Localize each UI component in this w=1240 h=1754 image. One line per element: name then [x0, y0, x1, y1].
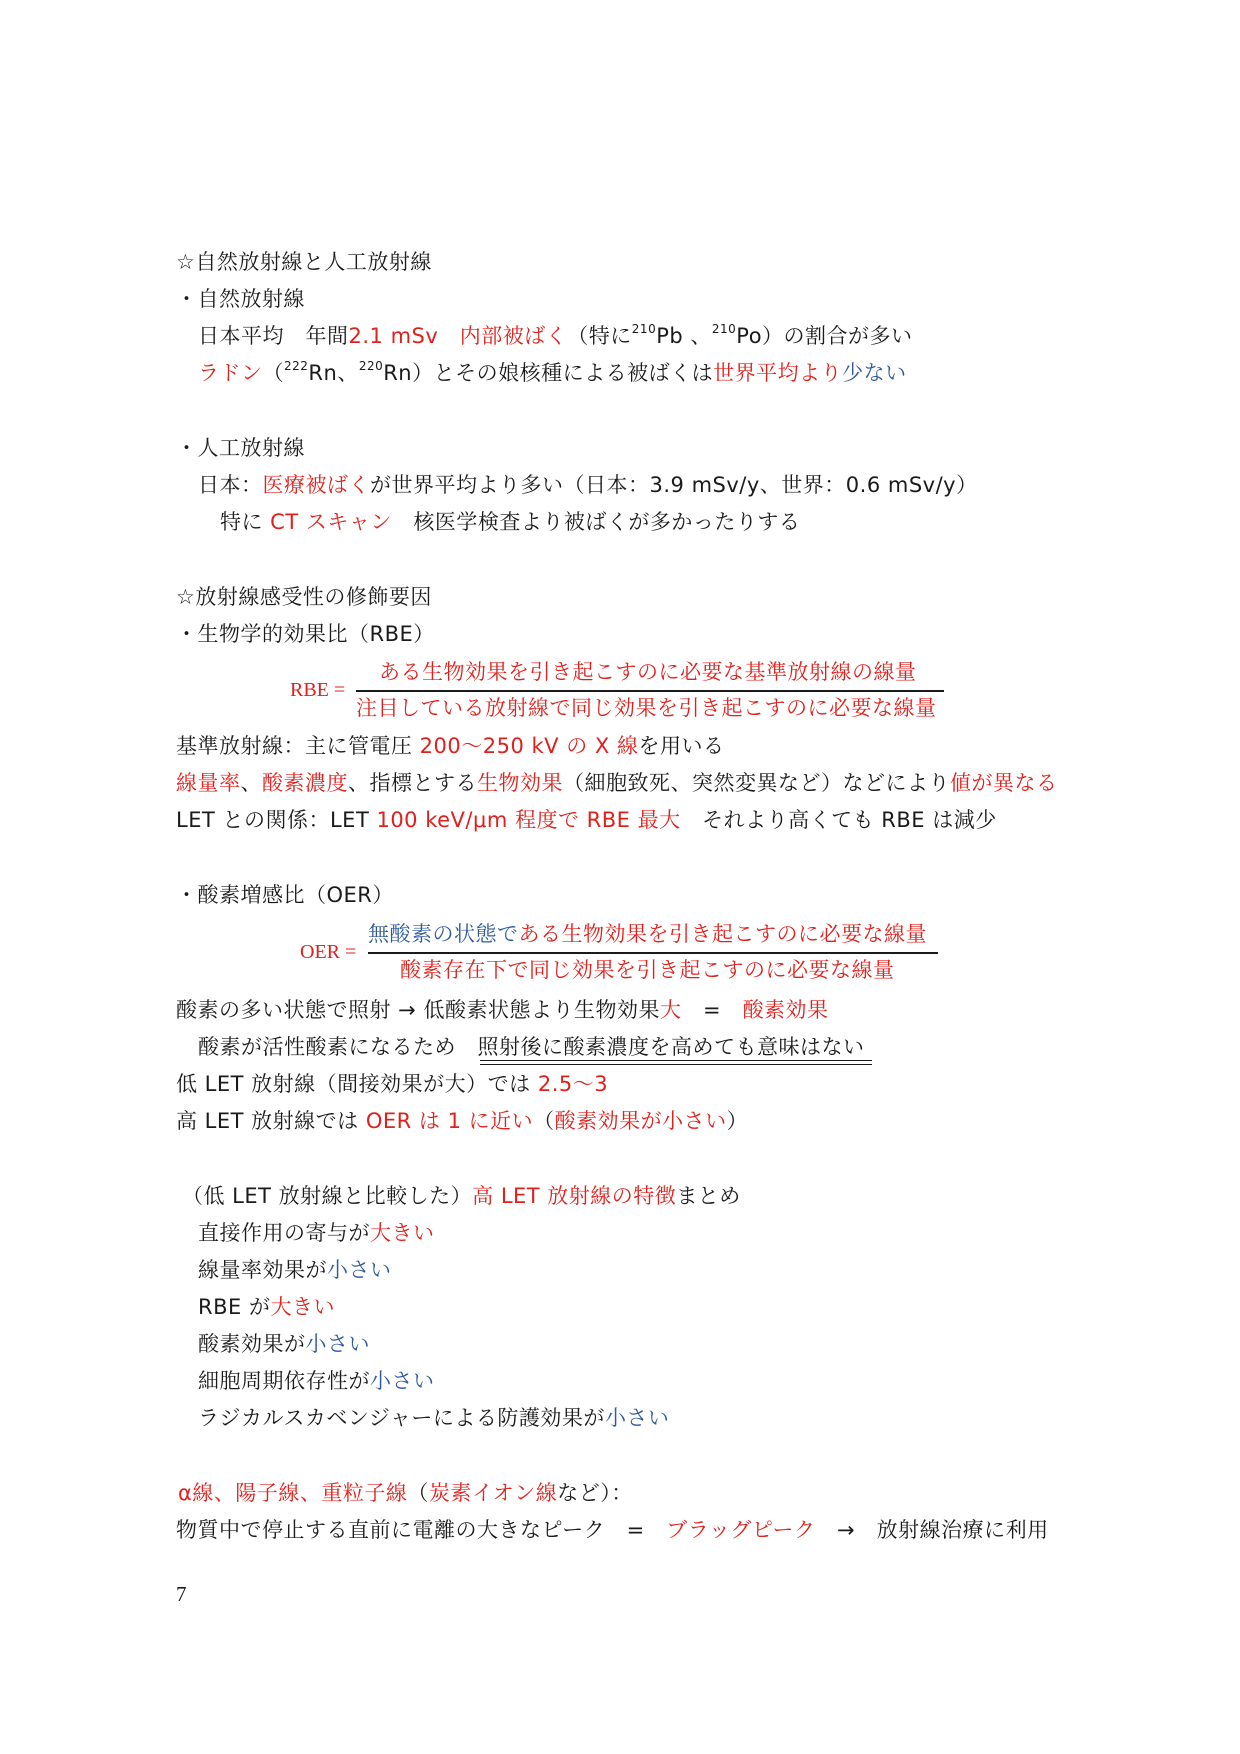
subheading-artificial: ・人工放射線 — [176, 436, 305, 460]
highlight-xray: 200〜250 kV の X 線 — [412, 734, 639, 758]
highlight-value: 小さい — [305, 1332, 370, 1356]
list-item — [198, 1367, 435, 1395]
text: Pb 、 — [656, 324, 712, 348]
list-item — [198, 1219, 435, 1247]
rbe-label: RBE = — [290, 679, 346, 701]
text: 高 LET 放射線では — [176, 1109, 366, 1133]
superscript: 210 — [711, 322, 737, 336]
highlight-range: 2.5〜3 — [537, 1072, 609, 1096]
text: Rn）とその娘核種による被ばくは — [383, 361, 714, 385]
text: 、 — [240, 771, 262, 795]
oer-label: OER = — [300, 941, 357, 963]
highlight-ct-scan: CT スキャン — [263, 510, 392, 534]
particle-line-2 — [176, 1516, 1049, 1544]
text: 日本平均 年間 — [198, 324, 349, 348]
highlight-value: 小さい — [604, 1406, 670, 1430]
highlight-value: 大きい — [370, 1221, 435, 1245]
list-item — [198, 1404, 669, 1432]
highlight-oxygen-effect: 酸素効果 — [742, 998, 829, 1022]
page-number: 7 — [176, 1582, 187, 1606]
text: 直接作用の寄与が — [198, 1221, 370, 1245]
text: → 放射線治療に利用 — [815, 1518, 1049, 1542]
highlight-value: 小さい — [370, 1369, 435, 1393]
highlight-high-let: 高 LET 放射線の特徴 — [472, 1184, 677, 1208]
text: （特に — [567, 324, 632, 348]
highlight-dose: 2.1 mSv — [348, 324, 439, 348]
highlight-rbe-max: 100 keV/μm 程度で RBE 最大 — [376, 808, 681, 832]
oer-line-3 — [176, 1070, 608, 1098]
rbe-denominator: 注目している放射線で同じ効果を引き起こすのに必要な線量 — [356, 696, 937, 720]
text: を用いる — [638, 734, 725, 758]
superscript: 222 — [284, 359, 309, 373]
superscript: 210 — [631, 322, 657, 336]
section-heading-natural-artificial: ☆自然放射線と人工放射線 — [176, 250, 432, 274]
natural-line-2 — [198, 359, 907, 387]
text — [438, 324, 460, 348]
text: LET との関係：LET — [176, 808, 377, 832]
text: 、指標とする — [348, 771, 477, 795]
artificial-line-2 — [220, 508, 800, 536]
oer-fraction-bar — [368, 952, 938, 954]
rbe-fraction-bar — [356, 690, 944, 692]
highlight-carbon-ion: 炭素イオン線 — [428, 1481, 558, 1505]
rbe-factors-line — [176, 769, 1058, 797]
highlight-dose-rate: 線量率 — [176, 771, 241, 795]
artificial-line-1 — [198, 471, 978, 499]
text: 酸素の多い状態で照射 → 低酸素状態より生物効果 — [176, 998, 660, 1022]
text: （ — [533, 1109, 555, 1133]
subheading-rbe: ・生物学的効果比（RBE） — [176, 622, 435, 646]
highlight-anoxic: 無酸素の状態で — [368, 922, 519, 946]
highlight-world-average: 世界平均より — [713, 361, 843, 385]
text: ある生物効果を引き起こすのに必要な線量 — [518, 922, 927, 946]
highlight-oxygen-concentration: 酸素濃度 — [262, 771, 348, 795]
list-item — [198, 1330, 370, 1358]
text: 酸素効果が — [198, 1332, 306, 1356]
text: （細胞致死、突然変異など）などにより — [563, 771, 950, 795]
oer-line-4 — [176, 1107, 748, 1135]
text: 日本： — [198, 473, 263, 497]
highlight-value: 小さい — [327, 1258, 392, 1282]
oer-line-2 — [198, 1033, 865, 1061]
text: 線量率効果が — [198, 1258, 327, 1282]
subheading-natural: ・自然放射線 — [176, 287, 305, 311]
text: （ — [262, 361, 284, 385]
text: 低 LET 放射線（間接効果が大）では — [176, 1072, 538, 1096]
section-heading-modifiers: ☆放射線感受性の修飾要因 — [176, 585, 432, 609]
text: 物質中で停止する直前に電離の大きなピーク = — [176, 1518, 667, 1542]
text: まとめ — [676, 1184, 741, 1208]
highlight-oer-near-one: OER は 1 に近い — [365, 1109, 534, 1133]
text: 核医学検査より被ばくが多かったりする — [391, 510, 801, 534]
superscript: 220 — [358, 359, 384, 373]
text: 酸素が活性酸素になるため — [198, 1035, 478, 1059]
highlight-particles: α線、陽子線、重粒子線 — [178, 1481, 408, 1505]
text: ラジカルスカベンジャーによる防護効果が — [198, 1406, 605, 1430]
highlight-radon: ラドン — [198, 361, 263, 385]
highlight-less: 少ない — [842, 361, 907, 385]
oer-line-1 — [176, 996, 829, 1024]
natural-line-1 — [198, 322, 913, 350]
rbe-reference-line — [176, 732, 724, 760]
text: Po）の割合が多い — [736, 324, 913, 348]
text: （ — [407, 1481, 429, 1505]
text: = — [681, 998, 743, 1022]
list-item — [198, 1256, 392, 1284]
text: が世界平均より多い（日本：3.9 mSv/y、世界：0.6 mSv/y） — [370, 473, 978, 497]
highlight-values-differ: 値が異なる — [950, 771, 1058, 795]
rbe-numerator: ある生物効果を引き起こすのに必要な基準放射線の線量 — [379, 660, 917, 684]
highlight-value: 大きい — [270, 1295, 335, 1319]
highlight-internal-exposure: 内部被ばく — [459, 324, 568, 348]
summary-title — [182, 1182, 741, 1210]
oer-numerator — [368, 920, 927, 948]
underlined-note: 照射後に酸素濃度を高めても意味はない — [477, 1035, 865, 1059]
rbe-let-line — [176, 806, 997, 834]
highlight-bragg-peak: ブラッグピーク — [666, 1518, 816, 1542]
particle-line-1 — [178, 1479, 633, 1507]
oer-denominator: 酸素存在下で同じ効果を引き起こすのに必要な線量 — [400, 958, 895, 982]
subheading-oer: ・酸素増感比（OER） — [176, 883, 394, 907]
text: それより高くても RBE は減少 — [680, 808, 997, 832]
highlight-biological-effect: 生物効果 — [477, 771, 563, 795]
list-item — [198, 1293, 335, 1321]
text: （低 LET 放射線と比較した） — [182, 1184, 473, 1208]
text: 細胞周期依存性が — [198, 1369, 370, 1393]
double-underline — [480, 1060, 872, 1065]
text: 基準放射線：主に管電圧 — [176, 734, 413, 758]
text: ） — [726, 1109, 749, 1133]
text: 特に — [220, 510, 263, 534]
text: など）： — [557, 1481, 633, 1505]
highlight-large: 大 — [659, 998, 682, 1022]
highlight-medical-exposure: 医療被ばく — [262, 473, 370, 497]
highlight-small-oxygen-effect: 酸素効果が小さい — [554, 1109, 727, 1133]
text: Rn、 — [308, 361, 359, 385]
text: RBE が — [198, 1295, 271, 1319]
